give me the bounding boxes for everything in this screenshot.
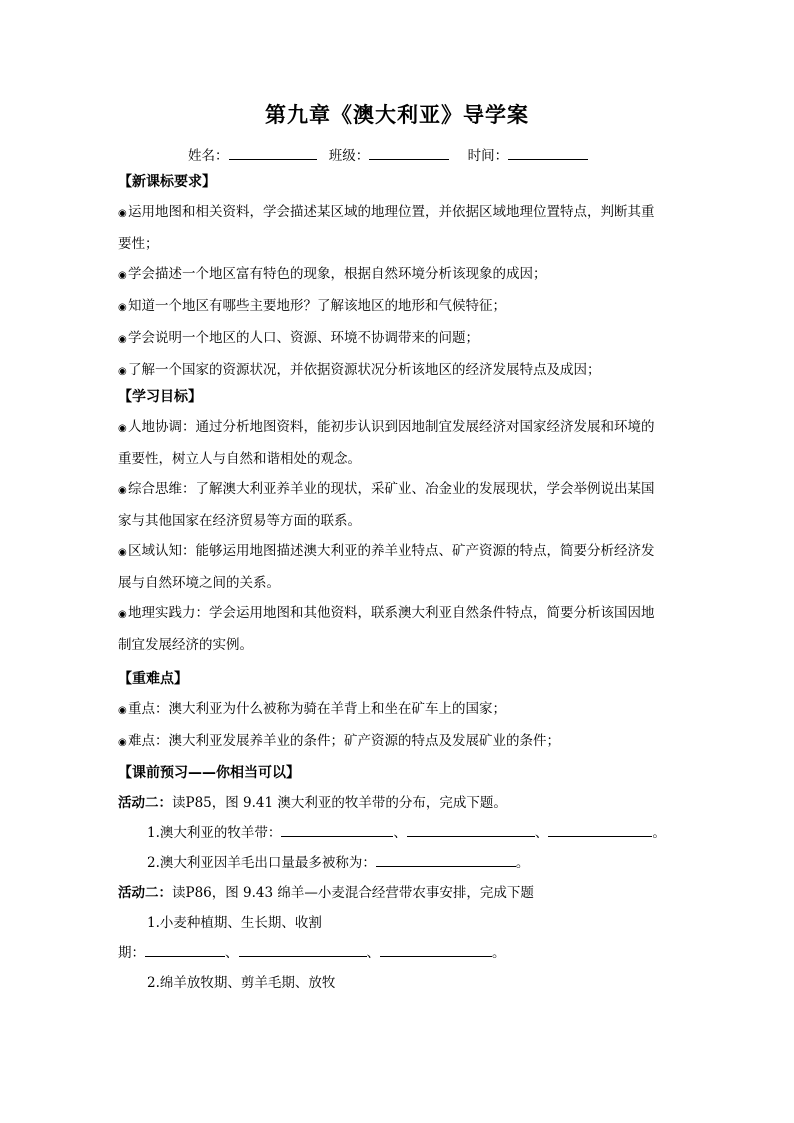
preview-section (118, 758, 678, 998)
time-blank[interactable] (508, 145, 588, 160)
answer-blank[interactable] (548, 822, 652, 837)
activity-2-question-1: 1.小麦种植期、生长期、收割 (147, 915, 322, 931)
bullet-icon: ◉ (118, 302, 127, 313)
answer-blank[interactable] (145, 942, 225, 957)
standards-item-cont: 要性； (118, 236, 159, 252)
objectives-section (118, 382, 678, 660)
name-blank[interactable] (229, 145, 317, 160)
objective-item-cont: 制宜发展经济的实例。 (118, 637, 253, 653)
objective-item-cont: 重要性，树立人与自然和谐相处的观念。 (118, 451, 361, 467)
activity-1-text: 读P85，图 9.41 澳大利亚的牧羊带的分布，完成下题。 (172, 795, 507, 811)
standards-item: ◉了解一个国家的资源状况，并依据资源状况分析该地区的经济发展特点及成因； (118, 355, 678, 387)
activity-2-label: 活动二： (118, 885, 172, 901)
standards-item: ◉知道一个地区有哪些主要地形？了解该地区的地形和气候特征； (118, 291, 678, 323)
class-label: 班级： (328, 148, 370, 164)
bullet-icon: ◉ (118, 609, 127, 620)
activity-1-label: 活动二： (118, 795, 172, 811)
objective-item: ◉综合思维：了解澳大利亚养羊业的现状，采矿业、冶金业的发展现状，学会举例说出某国 (118, 474, 678, 506)
objectives-heading: 【学习目标】 (118, 389, 202, 405)
bullet-icon: ◉ (118, 334, 127, 345)
page-title: 第九章《澳大利亚》导学案 (265, 102, 529, 127)
bullet-icon: ◉ (118, 485, 127, 496)
bullet-icon: ◉ (118, 737, 127, 748)
key-points-heading: 【重难点】 (118, 671, 188, 687)
key-point-item: ◉重点：澳大利亚为什么被称为骑在羊背上和坐在矿车上的国家； (118, 694, 678, 726)
standards-item: ◉运用地图和相关资料，学会描述某区域的地理位置，并依据区域地理位置特点，判断其重 (118, 197, 678, 229)
bullet-icon: ◉ (118, 208, 127, 219)
bullet-icon: ◉ (118, 705, 127, 716)
standards-section (118, 167, 678, 387)
objective-item: ◉人地协调：通过分析地图资料，能初步认识到因地制宜发展经济对国家经济发展和环境的 (118, 412, 678, 444)
objective-item: ◉地理实践力：学会运用地图和其他资料，联系澳大利亚自然条件特点，简要分析该国因地 (118, 598, 678, 630)
standards-item: ◉学会描述一个地区富有特色的现象，根据自然环境分析该现象的成因； (118, 259, 678, 291)
bullet-icon: ◉ (118, 423, 127, 434)
class-blank[interactable] (369, 145, 449, 160)
activity-2-question-2: 2.绵羊放牧期、剪羊毛期、放牧 (147, 975, 336, 991)
bullet-icon: ◉ (118, 547, 127, 558)
standards-item: ◉学会说明一个地区的人口、资源、环境不协调带来的问题； (118, 323, 678, 355)
answer-blank[interactable] (407, 822, 535, 837)
activity-2-question-1-cont: 期： 、 、 。 (118, 938, 678, 968)
preview-heading: 【课前预习——你相当可以】 (118, 765, 300, 781)
activity-2 (118, 878, 678, 908)
objective-item-cont: 家与其他国家在经济贸易等方面的联系。 (118, 513, 361, 529)
answer-blank[interactable] (239, 942, 367, 957)
bullet-icon: ◉ (118, 270, 127, 281)
answer-blank[interactable] (380, 942, 492, 957)
activity-1-question-1: 1.澳大利亚的牧羊带： 、 、 。 (118, 818, 678, 848)
objective-item-cont: 展与自然环境之间的关系。 (118, 575, 280, 591)
answer-blank[interactable] (376, 852, 516, 867)
answer-blank[interactable] (281, 822, 393, 837)
bullet-icon: ◉ (118, 366, 127, 377)
time-label: 时间： (467, 148, 509, 164)
activity-2-text: 读P86，图 9.43 绵羊—小麦混合经营带农事安排，完成下题 (172, 885, 534, 901)
objective-item: ◉区域认知：能够运用地图描述澳大利亚的养羊业特点、矿产资源的特点，简要分析经济发 (118, 536, 678, 568)
key-point-item: ◉难点：澳大利亚发展养羊业的条件；矿产资源的特点及发展矿业的条件； (118, 726, 678, 758)
student-info-line (188, 144, 588, 164)
activity-1-question-2: 2.澳大利亚因羊毛出口量最多被称为： 。 (118, 848, 678, 878)
name-label: 姓名： (188, 148, 229, 164)
key-points-section (118, 664, 678, 758)
activity-1 (118, 788, 678, 818)
standards-heading: 【新课标要求】 (118, 174, 216, 190)
